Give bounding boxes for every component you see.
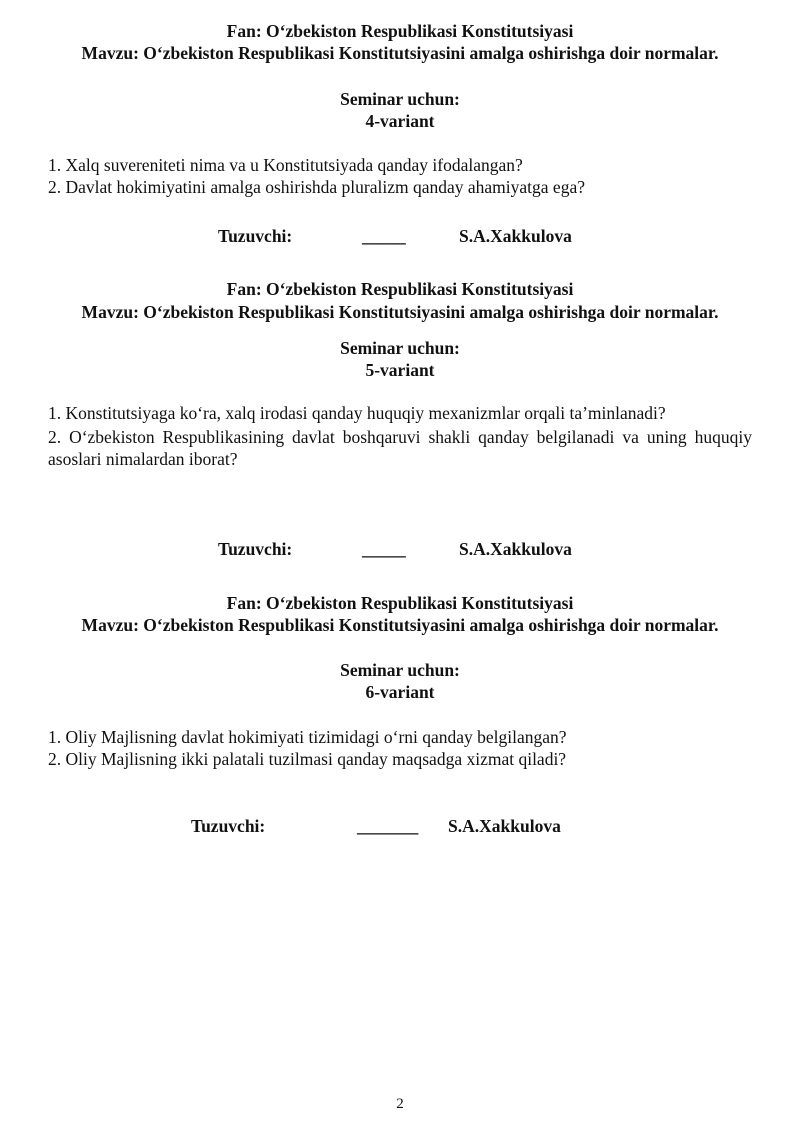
- mavzu-heading: Mavzu: O‘zbekiston Respublikasi Konstitutsiyasini amalga oshirishga doir normalar.: [81, 43, 719, 63]
- question-item: 2. Davlat hokimiyatini amalga oshirishda pluralizm qanday ahamiyatga ega?: [48, 177, 585, 197]
- mavzu-heading: Mavzu: O‘zbekiston Respublikasi Konstitutsiyasini amalga oshirishga doir normalar.: [81, 302, 719, 322]
- page-number: 2: [396, 1096, 404, 1112]
- variant-label: 5-variant: [365, 360, 435, 380]
- mavzu-heading: Mavzu: O‘zbekiston Respublikasi Konstitutsiyasini amalga oshirishga doir normalar.: [81, 615, 719, 635]
- question-item: 2. Oliy Majlisning ikki palatali tuzilmasi qanday maqsadga xizmat qiladi?: [48, 749, 567, 769]
- question-item: 1. Xalq suvereniteti nima va u Konstitutsiyada qanday ifodalangan?: [48, 155, 523, 175]
- seminar-label: Seminar uchun:: [340, 89, 460, 109]
- question-item: 2. O‘zbekiston Respublikasining davlat boshqaruvi shakli qanday belgilanadi va uning huquqiy asoslari nimalardan iborat?: [48, 427, 752, 469]
- question-item: 1. Oliy Majlisning davlat hokimiyati tizimidagi o‘rni qanday belgilangan?: [48, 727, 567, 747]
- seminar-label: Seminar uchun:: [340, 660, 460, 680]
- signature-name: S.A.Xakkulova: [448, 816, 561, 836]
- fan-heading: Fan: O‘zbekiston Respublikasi Konstitutsiyasi: [226, 21, 574, 41]
- variant-label: 4-variant: [365, 111, 435, 131]
- signature-blank: _____: [362, 539, 406, 559]
- signature-blank: _______: [357, 816, 419, 836]
- question-item: 1. Konstitutsiyaga ko‘ra, xalq irodasi qanday huquqiy mexanizmlar orqali ta’minlanadi?: [48, 403, 666, 423]
- signature-label: Tuzuvchi:: [191, 816, 266, 836]
- variant-label: 6-variant: [365, 682, 435, 702]
- fan-heading: Fan: O‘zbekiston Respublikasi Konstitutsiyasi: [226, 279, 574, 299]
- signature-blank: _____: [362, 226, 406, 246]
- signature-label: Tuzuvchi:: [218, 226, 293, 246]
- signature-label: Tuzuvchi:: [218, 539, 293, 559]
- signature-name: S.A.Xakkulova: [459, 539, 572, 559]
- fan-heading: Fan: O‘zbekiston Respublikasi Konstitutsiyasi: [226, 593, 574, 613]
- signature-name: S.A.Xakkulova: [459, 226, 572, 246]
- seminar-label: Seminar uchun:: [340, 338, 460, 358]
